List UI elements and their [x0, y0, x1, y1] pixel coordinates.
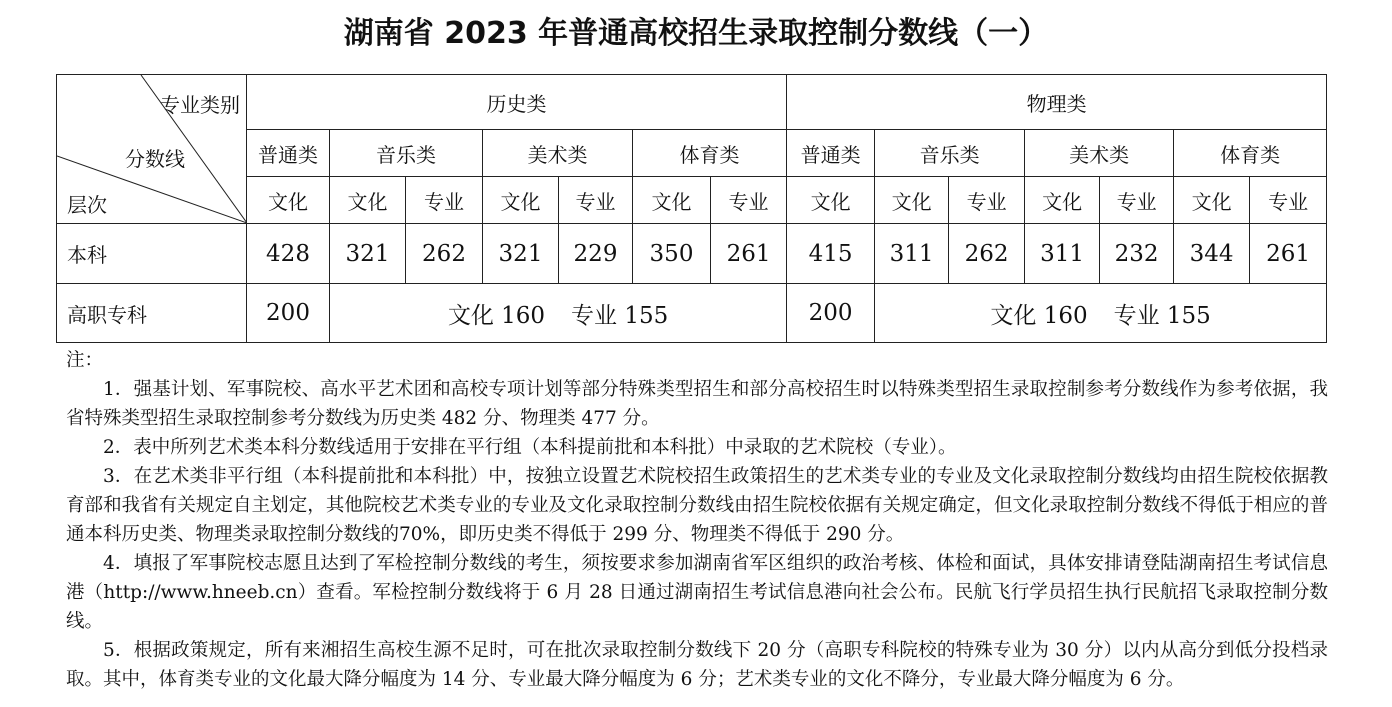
score-cell: 200 — [247, 284, 330, 343]
physics-music-header: 音乐类 — [875, 130, 1025, 177]
score-cell: 321 — [330, 224, 406, 284]
history-art-header: 美术类 — [483, 130, 633, 177]
physics-arts-merged-cell — [875, 284, 1327, 343]
score-cell: 261 — [1250, 224, 1327, 284]
score-cell: 428 — [247, 224, 330, 284]
sub-header-major: 专业 — [1250, 177, 1327, 224]
notes-heading: 注： — [66, 350, 104, 371]
history-sports-header: 体育类 — [633, 130, 787, 177]
note-item: 5．根据政策规定，所有来湘招生高校生源不足时，可在批次录取控制分数线下 20 分（高职专科院校的特殊专业为 30 分）以内从高分到低分投档录取。其中，体育类专业的文化最大降分幅度为 14 分、专业最大降分幅度为 6 分；艺术类专业的文化不降分，专业最大降分幅度为 6 分。 — [66, 640, 1328, 690]
history-arts-merged-cell — [330, 284, 787, 343]
sub-header-culture: 文化 — [1025, 177, 1100, 224]
physics-general-header: 普通类 — [787, 130, 875, 177]
group-physics-header: 物理类 — [787, 75, 1327, 130]
score-cell: 311 — [875, 224, 949, 284]
score-cell: 232 — [1100, 224, 1174, 284]
sub-header-major: 专业 — [1100, 177, 1174, 224]
row-label-bachelor: 本科 — [57, 224, 247, 284]
score-table — [56, 74, 1327, 343]
score-cell: 321 — [483, 224, 559, 284]
note-item: 2．表中所列艺术类本科分数线适用于安排在平行组（本科提前批和本科批）中录取的艺术院校（专业）。 — [103, 437, 957, 458]
page-title: 湖南省 2023 年普通高校招生录取控制分数线（一） — [343, 16, 1049, 51]
score-cell: 200 — [787, 284, 875, 343]
corner-level-label: 层次 — [67, 193, 107, 217]
score-cell: 415 — [787, 224, 875, 284]
table-row-vocational — [57, 284, 1327, 343]
score-cell: 311 — [1025, 224, 1100, 284]
sub-header-culture: 文化 — [875, 177, 949, 224]
row-label-vocational: 高职专科 — [57, 284, 247, 343]
corner-score-label: 分数线 — [125, 147, 185, 171]
culture-score-text: 文化 160 — [990, 302, 1088, 329]
score-cell: 262 — [949, 224, 1025, 284]
group-history-header: 历史类 — [247, 75, 787, 130]
physics-art-header: 美术类 — [1025, 130, 1174, 177]
corner-header-cell — [57, 75, 247, 224]
note-item: 4．填报了军事院校志愿且达到了军检控制分数线的考生，须按要求参加湖南省军区组织的政治考核、体检和面试，具体安排请登陆湖南招生考试信息港（http://www.hneeb.cn）查看。军检控制分数线将于 6 月 28 日通过湖南招生考试信息港向社会公布。民航飞行学员招生执行民航招飞录取控制分数线。 — [66, 553, 1328, 632]
physics-sports-header: 体育类 — [1174, 130, 1327, 177]
score-cell: 344 — [1174, 224, 1250, 284]
sub-header-culture: 文化 — [1174, 177, 1250, 224]
notes-section — [66, 346, 1328, 694]
sub-header-culture: 文化 — [787, 177, 875, 224]
sub-header-culture: 文化 — [247, 177, 330, 224]
history-general-header: 普通类 — [247, 130, 330, 177]
score-cell: 229 — [559, 224, 633, 284]
sub-header-major: 专业 — [559, 177, 633, 224]
corner-category-label: 专业类别 — [160, 93, 240, 117]
sub-header-culture: 文化 — [633, 177, 711, 224]
note-item: 1．强基计划、军事院校、高水平艺术团和高校专项计划等部分特殊类型招生和部分高校招生时以特殊类型招生录取控制参考分数线作为参考依据，我省特殊类型招生录取控制参考分数线为历史类 482 分、物理类 477 分。 — [66, 379, 1328, 429]
major-score-text: 专业 155 — [1113, 302, 1211, 329]
history-music-header: 音乐类 — [330, 130, 483, 177]
score-cell: 350 — [633, 224, 711, 284]
sub-header-major: 专业 — [406, 177, 483, 224]
note-item: 3．在艺术类非平行组（本科提前批和本科批）中，按独立设置艺术院校招生政策招生的艺术类专业的专业及文化录取控制分数线均由招生院校依据教育部和我省有关规定自主划定，其他院校艺术类专业的专业及文化录取控制分数线由招生院校依据有关规定确定，但文化录取控制分数线不得低于相应的普通本科历史类、物理类录取控制分数线的70%，即历史类不得低于 299 分、物理类不得低于 290 分。 — [66, 466, 1328, 545]
sub-header-major: 专业 — [711, 177, 787, 224]
table-row-bachelor — [57, 224, 1327, 284]
sub-header-major: 专业 — [949, 177, 1025, 224]
culture-score-text: 文化 160 — [447, 302, 546, 329]
sub-header-culture: 文化 — [483, 177, 559, 224]
score-cell: 261 — [711, 224, 787, 284]
sub-header-culture: 文化 — [330, 177, 406, 224]
major-score-text: 专业 155 — [571, 302, 669, 329]
score-cell: 262 — [406, 224, 483, 284]
